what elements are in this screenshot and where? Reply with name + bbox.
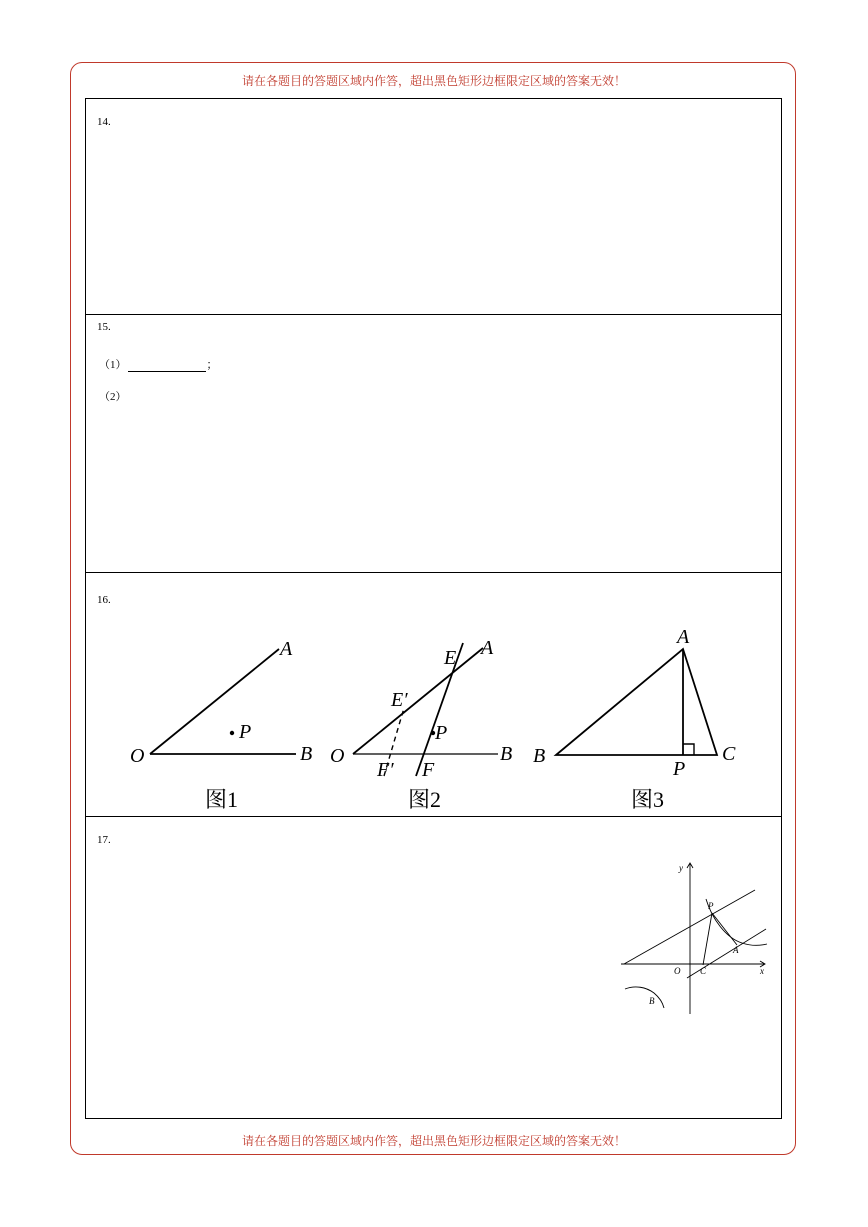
question-number: 16. (97, 594, 111, 606)
label-E-prime: E′ (391, 689, 408, 711)
figure-2-caption: 图2 (408, 787, 442, 812)
part-1-line (99, 356, 218, 372)
warning-bottom: 请在各题目的答题区域内作答，超出黑色矩形边框限定区域的答案无效！ (241, 1134, 626, 1148)
line-through-C-A (687, 929, 766, 978)
answer-box-16[interactable] (85, 572, 782, 817)
label-O: O (674, 966, 681, 976)
ray-OA (353, 648, 483, 754)
label-A: A (280, 638, 293, 660)
label-A: A (733, 945, 739, 955)
label-P: P (708, 901, 714, 911)
label-A: A (481, 637, 494, 659)
label-F-prime: F′ (377, 759, 394, 781)
figure-3-caption: 图3 (631, 787, 665, 812)
label-y: y (679, 863, 683, 873)
part-2-label: （2） (99, 391, 127, 403)
label-x: x (760, 966, 764, 976)
label-F: F (422, 759, 435, 781)
right-angle-mark (683, 744, 694, 755)
question-number: 15. (97, 321, 111, 333)
label-O: O (130, 745, 145, 767)
coordinate-figure-lines (621, 863, 767, 1014)
question-number: 14. (97, 116, 111, 128)
figure-2 (353, 643, 498, 776)
figure-3 (556, 649, 717, 755)
segment-PA (712, 913, 737, 945)
label-P: P (239, 721, 252, 743)
label-B: B (500, 743, 513, 765)
figure-1 (150, 649, 296, 754)
coordinate-figure (86, 817, 781, 1118)
answer-box-14[interactable] (85, 98, 782, 315)
hyperbola-branch-2 (625, 987, 664, 1008)
point-P (230, 731, 234, 735)
label-B: B (300, 743, 313, 765)
ray-OA (150, 649, 279, 754)
label-P: P (435, 722, 448, 744)
label-P: P (673, 758, 686, 780)
hyperbola-branch-1 (706, 899, 767, 945)
figure-1-caption: 图1 (205, 787, 239, 812)
warning-top: 请在各题目的答题区域内作答，超出黑色矩形边框限定区域的答案无效！ (241, 74, 626, 88)
part-1-blank[interactable] (128, 361, 206, 372)
part-1-suffix: ； (206, 359, 218, 371)
answer-box-15[interactable] (85, 314, 782, 573)
label-B: B (649, 996, 655, 1006)
part-1-label: （1） (99, 359, 127, 371)
label-A: A (677, 626, 690, 648)
geometry-figures (86, 573, 781, 816)
question-number: 17. (97, 834, 111, 846)
triangle-ABC (556, 649, 717, 755)
answer-box-17[interactable] (85, 816, 782, 1119)
segment-CP (703, 913, 712, 965)
label-O: O (330, 745, 345, 767)
label-C: C (722, 743, 736, 765)
label-B: B (533, 745, 546, 767)
label-C: C (700, 966, 707, 976)
label-E: E (444, 647, 457, 669)
